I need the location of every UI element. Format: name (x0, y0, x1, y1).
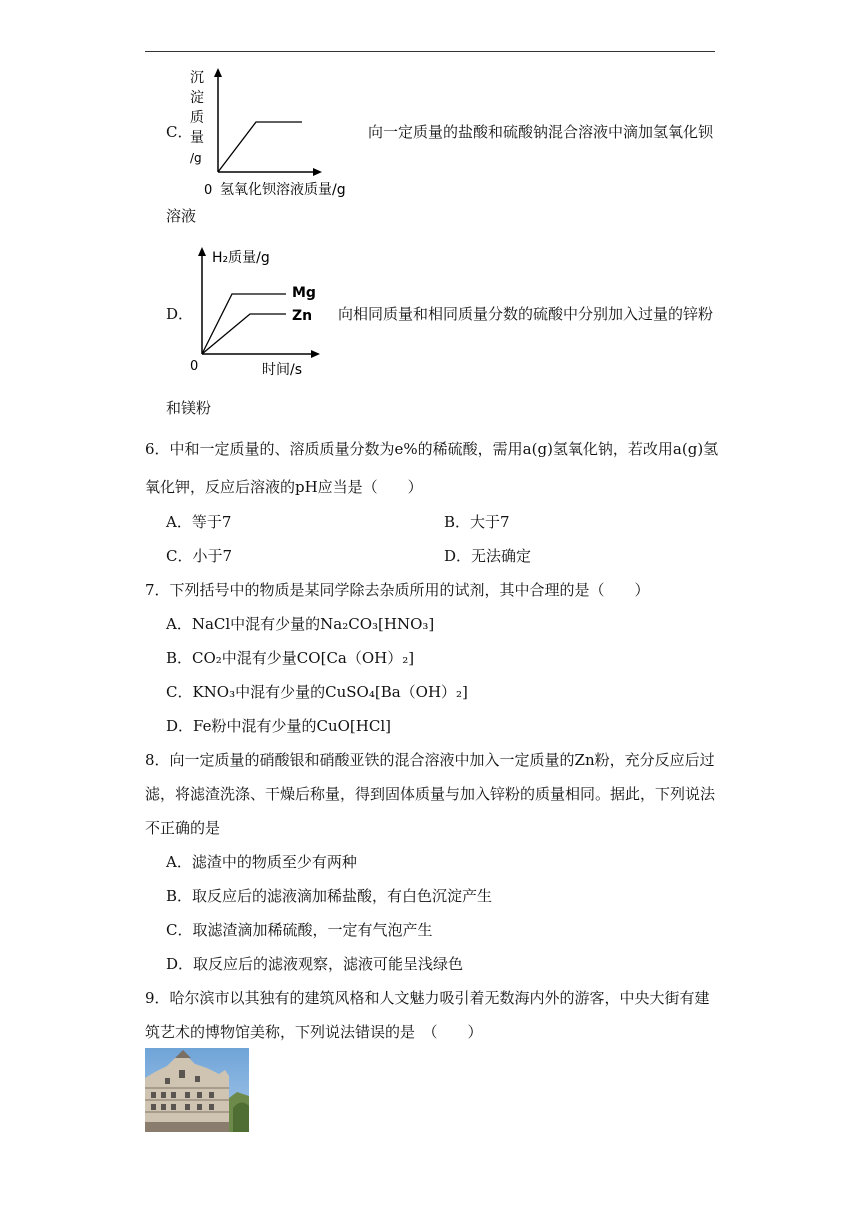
q8-stem-line2: 滤，将滤渣洗涤、干燥后称量，得到固体质量与加入锌粉的质量相同。据此，下列说法 (145, 785, 716, 803)
q5-option-c-letter: C． (166, 123, 193, 141)
q9-stem-line2: 筑艺术的博物馆美称，下列说法错误的是 （ ） (145, 1023, 483, 1041)
graph-d-curve-zn (202, 314, 286, 354)
q5-option-d-letter: D． (166, 305, 194, 323)
q6-stem-line2: 氧化钾，反应后溶液的pH应当是（ ） (145, 478, 423, 496)
q6-stem-line1: 6．中和一定质量的、溶质质量分数为e%的稀硫酸，需用a(g)氢氧化钠，若改用a(g)氢 (145, 440, 719, 458)
graph-c-origin: 0 (204, 183, 213, 198)
q7-option-d: D．Fe粉中混有少量的CuO[HCl] (166, 717, 391, 735)
q7-option-c: C．KNO₃中混有少量的CuSO₄[Ba（OH）₂] (166, 683, 468, 701)
graph-c-xlabel: 氢氧化钡溶液质量/g (220, 182, 346, 198)
graph-d-origin: 0 (190, 359, 199, 374)
graph-c-ylabel-4: 量 (190, 130, 204, 146)
q7-option-b: B．CO₂中混有少量CO[Ca（OH）₂] (166, 649, 415, 667)
q5-option-d-text: 向相同质量和相同质量分数的硫酸中分别加入过量的锌粉 (338, 305, 714, 323)
q5-option-d-continued: 和镁粉 (166, 399, 212, 417)
graph-c-x-arrow (313, 168, 322, 176)
graph-d-xlabel: 时间/s (262, 362, 303, 378)
q8-option-d: D．取反应后的滤液观察，滤液可能呈浅绿色 (166, 955, 464, 973)
graph-c-ylabel-2: 淀 (190, 90, 204, 106)
header-rule (145, 51, 715, 52)
q5-option-c-text: 向一定质量的盐酸和硫酸钠混合溶液中滴加氢氧化钡 (368, 123, 714, 141)
graph-d-curve-mg (202, 294, 286, 354)
q9-stem-line1: 9．哈尔滨市以其独有的建筑风格和人文魅力吸引着无数海内外的游客，中央大街有建 (145, 989, 710, 1007)
graph-d-series-zn: Zn (292, 308, 313, 324)
q8-stem-line1: 8．向一定质量的硝酸银和硝酸亚铁的混合溶液中加入一定质量的Zn粉，充分反应后过 (145, 751, 715, 769)
q8-option-b: B．取反应后的滤液滴加稀盐酸，有白色沉淀产生 (166, 887, 493, 905)
graph-d-ylabel: H₂质量/g (212, 250, 270, 266)
graph-d-series-mg: Mg (292, 285, 316, 301)
graph-d-y-arrow (198, 247, 206, 256)
q7-stem: 7．下列括号中的物质是某同学除去杂质所用的试剂，其中合理的是（ ） (145, 581, 650, 599)
graph-c-y-arrow (214, 68, 222, 77)
q6-option-a: A．等于7 (166, 513, 232, 531)
graph-d (186, 242, 336, 380)
graph-c-curve (218, 122, 302, 172)
q8-option-a: A．滤渣中的物质至少有两种 (166, 853, 357, 871)
graph-c-ylabel-1: 沉 (190, 70, 204, 86)
q8-stem-line3: 不正确的是 (145, 819, 221, 837)
q6-option-d: D．无法确定 (444, 547, 532, 565)
graph-d-x-arrow (311, 350, 320, 358)
graph-c (186, 64, 366, 200)
q7-option-a: A．NaCl中混有少量的Na₂CO₃[HNO₃] (166, 615, 435, 633)
q6-option-c: C．小于7 (166, 547, 233, 565)
graph-c-ylabel-3: 质 (190, 110, 204, 126)
building-photo (145, 1048, 249, 1132)
graph-c-ylabel-5: /g (190, 151, 202, 165)
q8-option-c: C．取滤渣滴加稀硫酸，一定有气泡产生 (166, 921, 433, 939)
q5-option-c-continued: 溶液 (166, 207, 197, 225)
q6-option-b: B．大于7 (444, 513, 510, 531)
